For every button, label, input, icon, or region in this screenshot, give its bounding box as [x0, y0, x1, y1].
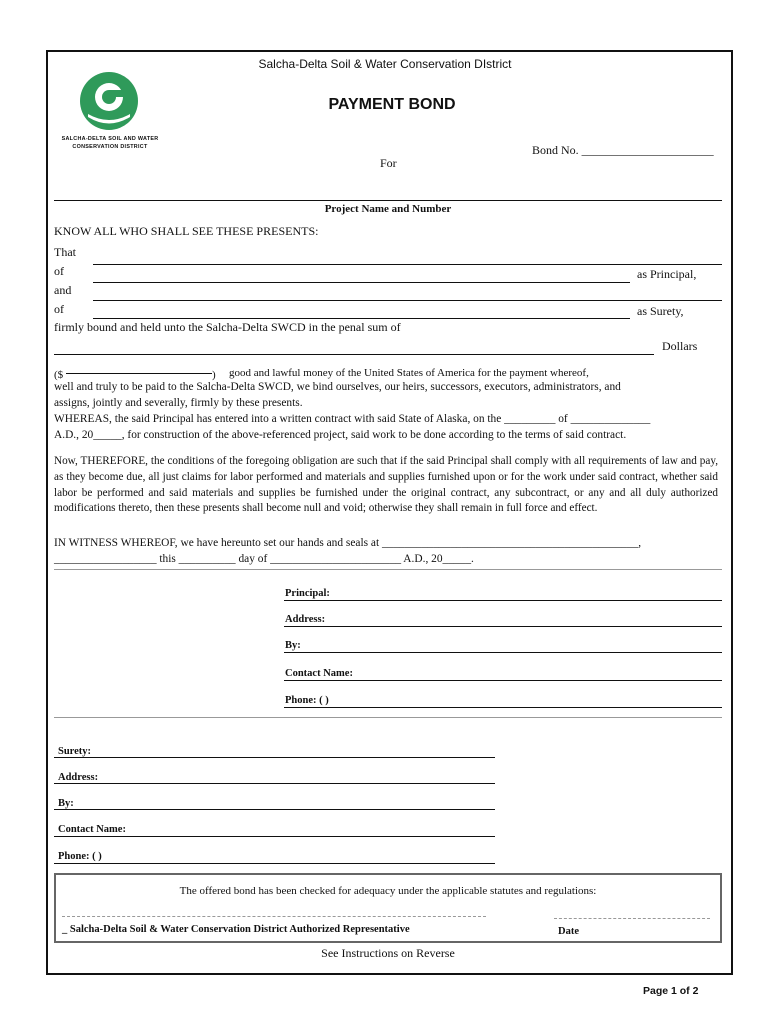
surety-phone-field[interactable] — [54, 863, 495, 864]
doc-title: PAYMENT BOND — [328, 96, 456, 113]
divider-1 — [54, 569, 722, 570]
of-label-2: of — [54, 302, 64, 316]
dollars-label: Dollars — [662, 339, 698, 353]
as-surety-label: as Surety, — [637, 304, 684, 318]
surety-address-line[interactable] — [93, 318, 630, 319]
surety-label: Surety: — [58, 746, 92, 757]
penal-sum-text: firmly bound and held unto the Salcha-Delta SWCD in the penal sum of — [54, 320, 401, 334]
date-label: Date — [558, 926, 579, 937]
dollar-close: ) — [212, 369, 216, 381]
and-label: and — [54, 283, 72, 297]
date-signature-line[interactable] — [554, 918, 710, 919]
district-logo — [78, 70, 140, 132]
bond-number-field[interactable]: Bond No. ______________________ — [532, 143, 714, 157]
project-name-label: Project Name and Number — [324, 203, 452, 215]
dollar-open: ($ — [54, 369, 64, 381]
of-label-1: of — [54, 264, 64, 278]
principal-contact-field[interactable] — [284, 680, 722, 681]
surety-by-field[interactable] — [54, 809, 495, 810]
surety-phone-label: Phone: ( ) — [58, 851, 102, 862]
well-truly-text: well and truly to be paid to the Salcha-Delta SWCD, we bind ourselves, our heirs, successors, executors, administrators, and — [54, 381, 621, 393]
principal-label: Principal: — [285, 588, 330, 599]
surety-signature-line[interactable] — [54, 757, 495, 758]
surety-by-label: By: — [58, 798, 74, 809]
now-therefore-paragraph: Now, THEREFORE, the conditions of the foregoing obligation are such that if the said Principal shall comply with all requirements of law and pay, as they become due, all just claims for labor performed and materials and supplies furnished upon or for the work under said contract, whether said labor be performed and said materials and supplies be furnished under the original contract, any subcontract, or any and all duly authorized modifications thereto, then these presents shall become null and void; otherwise they shall remain in full force and effect. — [54, 455, 718, 515]
logo-caption-line1: SALCHA-DELTA SOIL AND WATER — [61, 136, 159, 142]
principal-address-label: Address: — [285, 614, 326, 625]
for-label: For — [380, 156, 397, 170]
surety-name-line[interactable] — [93, 300, 722, 301]
principal-contact-label: Contact Name: — [285, 668, 353, 679]
principal-by-field[interactable] — [284, 652, 722, 653]
representative-label: _ Salcha-Delta Soil & Water Conservation District Authorized Representative — [62, 924, 410, 935]
surety-address-field[interactable] — [54, 783, 495, 784]
know-all-heading: KNOW ALL WHO SHALL SEE THESE PRESENTS: — [54, 224, 319, 238]
divider-2 — [54, 717, 722, 718]
principal-phone-field[interactable] — [284, 707, 722, 708]
penal-sum-words-line[interactable] — [54, 354, 654, 355]
whereas-line-2: A.D., 20_____, for construction of the above-referenced project, said work to be done according to the terms of said contract. — [54, 429, 627, 441]
principal-address-field[interactable] — [284, 626, 722, 627]
logo-caption — [60, 135, 160, 151]
good-money-text: good and lawful money of the United States of America for the payment whereof, — [229, 367, 589, 379]
project-name-line[interactable] — [54, 200, 722, 201]
org-title: Salcha-Delta Soil & Water Conservation DIstrict — [258, 57, 512, 71]
page-number: Page 1 of 2 — [643, 985, 699, 997]
surety-contact-field[interactable] — [54, 836, 495, 837]
assigns-text: assigns, jointly and severally, firmly by these presents. — [54, 397, 303, 409]
witness-line-2: __________________ this __________ day of _______________________ A.D., 20_____. — [54, 553, 474, 565]
representative-signature-line[interactable] — [62, 916, 486, 917]
principal-address-line[interactable] — [93, 282, 630, 283]
logo-caption-line2: CONSERVATION DISTRICT — [72, 144, 148, 150]
see-instructions: See Instructions on Reverse — [321, 946, 455, 960]
principal-signature-line[interactable] — [284, 600, 722, 601]
adequacy-statement: The offered bond has been checked for adequacy under the applicable statutes and regulations: — [179, 885, 597, 897]
as-principal-label: as Principal, — [637, 267, 697, 281]
whereas-line-1: WHEREAS, the said Principal has entered into a written contract with said State of Alaska, on the _________ of ______________ — [54, 413, 651, 425]
principal-by-label: By: — [285, 640, 301, 651]
surety-contact-label: Contact Name: — [58, 824, 126, 835]
principal-name-line[interactable] — [93, 264, 722, 265]
that-label: That — [54, 245, 76, 259]
witness-line-1: IN WITNESS WHEREOF, we have hereunto set our hands and seals at _____________________________________________, — [54, 537, 642, 549]
surety-address-label: Address: — [58, 772, 99, 783]
dollar-amount-line[interactable] — [66, 373, 212, 374]
principal-phone-label: Phone: ( ) — [285, 695, 329, 706]
